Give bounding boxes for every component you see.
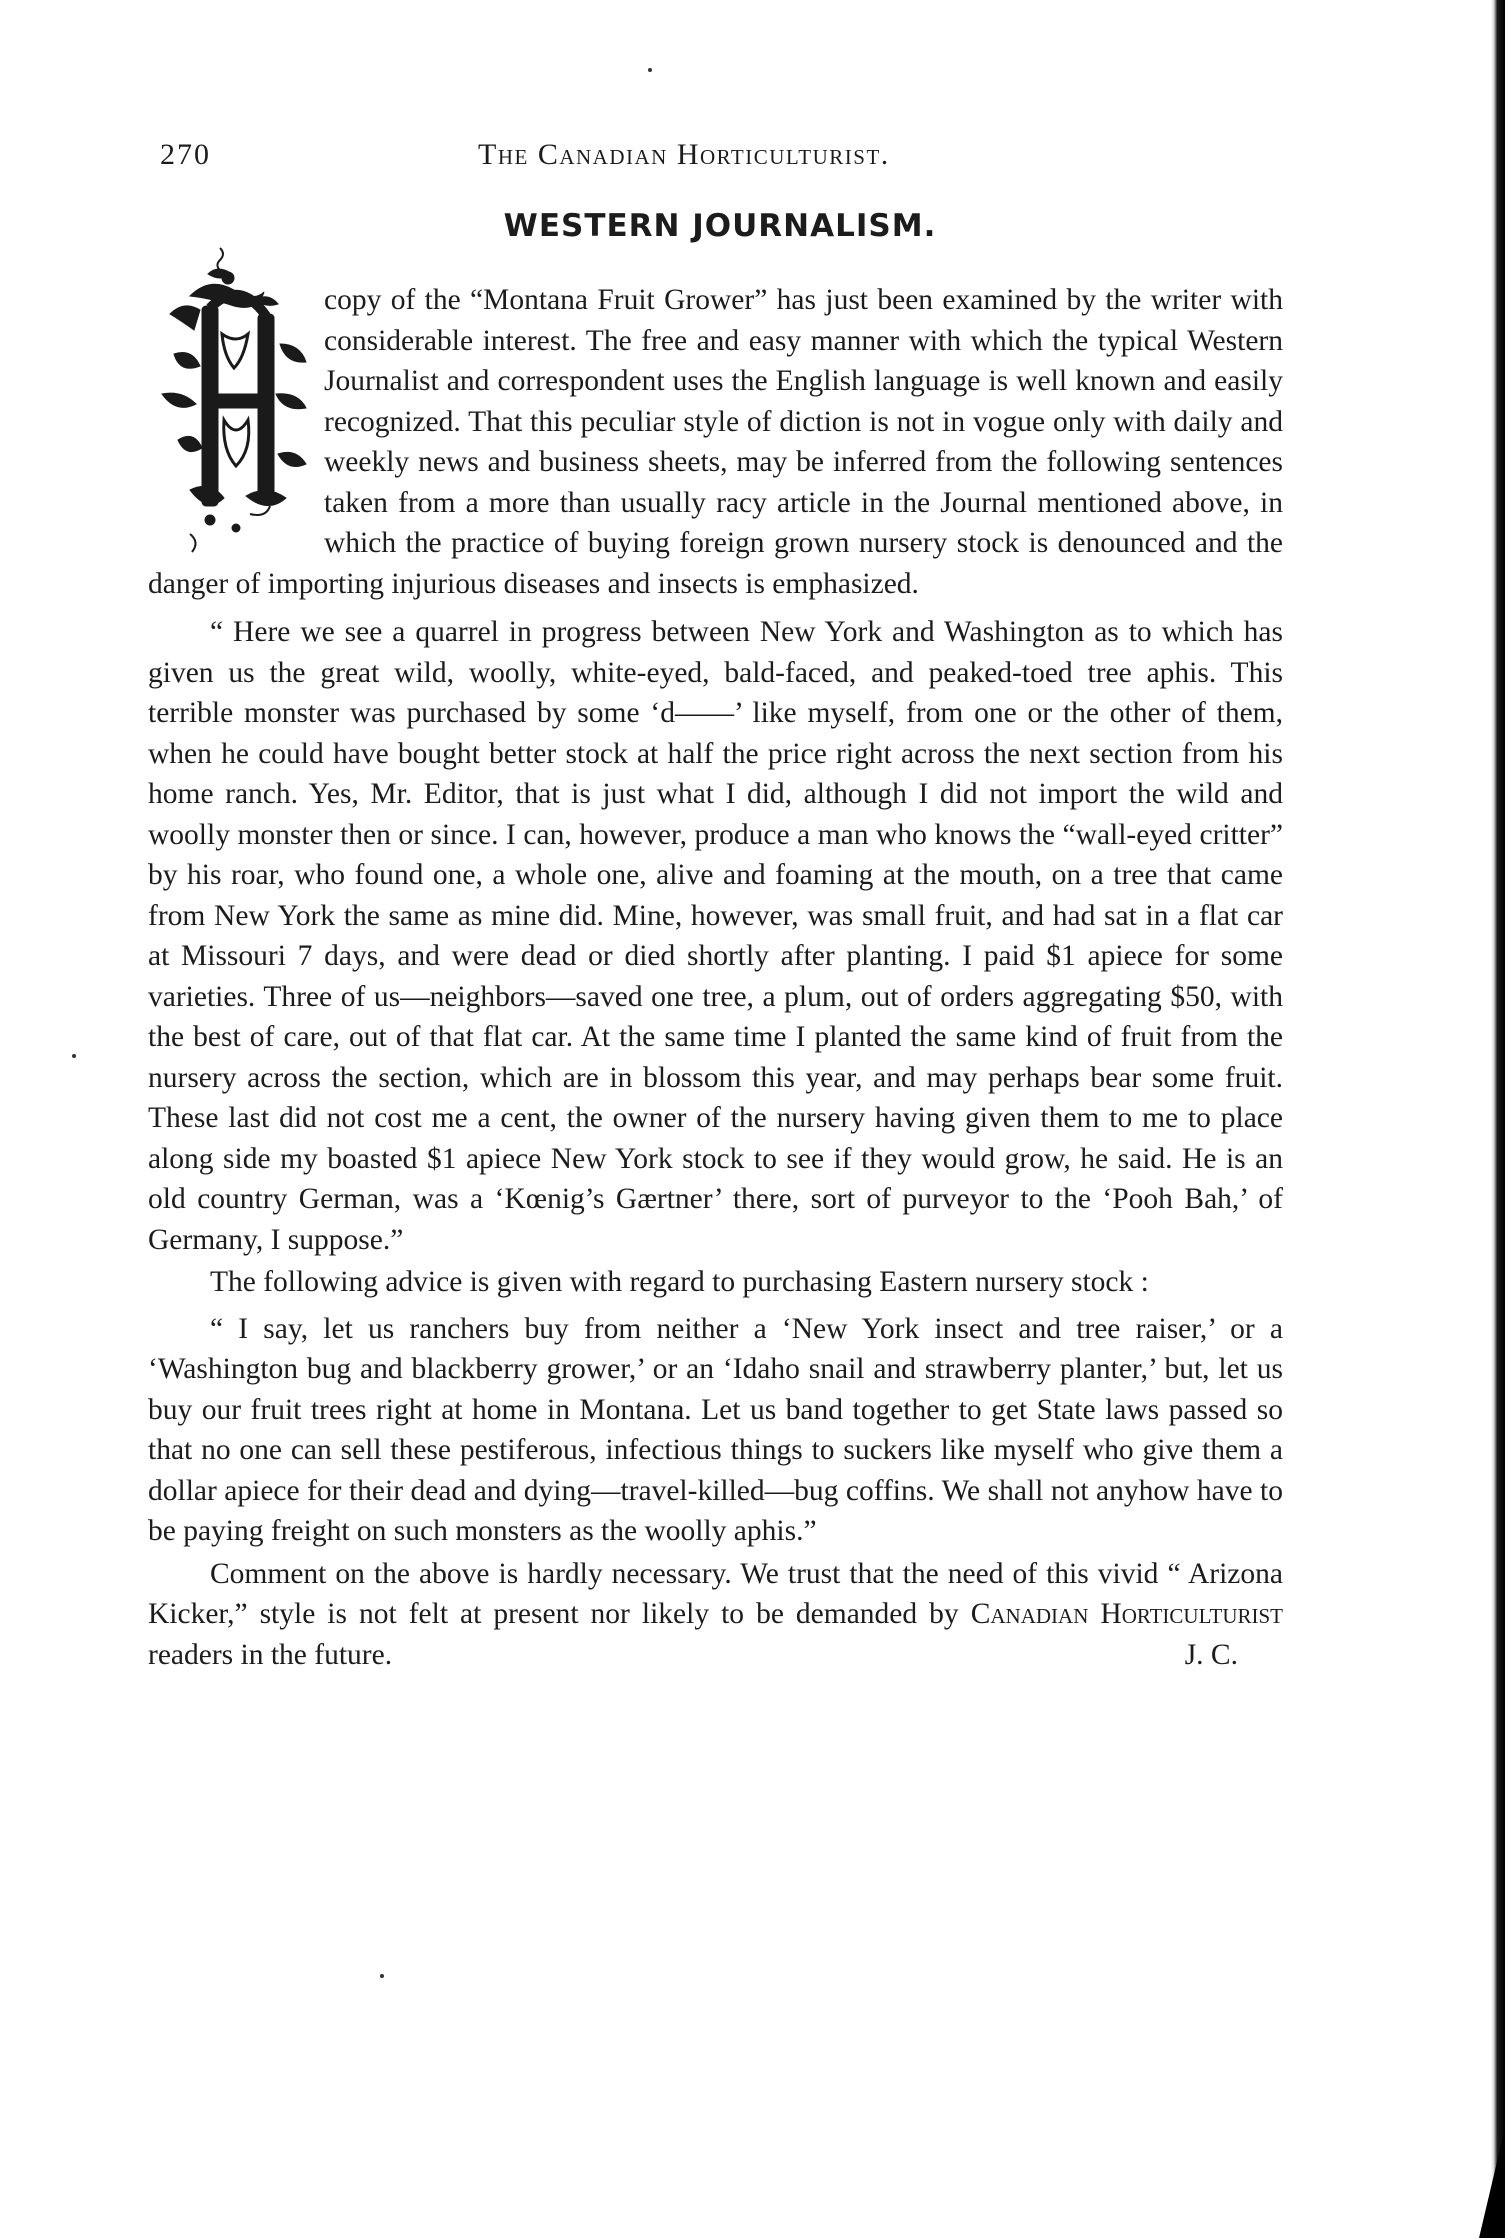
comment-text: Comment on the above is hardly necessary. We trust that the need of this vivid “ Arizona Kicker,” style is not felt at present nor likely to be demanded by	[148, 1557, 1283, 1630]
page-number: 270	[160, 138, 211, 171]
article-body	[148, 280, 1283, 1675]
print-speck	[648, 68, 652, 72]
publication-name: Canadian Horticulturist	[970, 1598, 1283, 1630]
article-title: WESTERN JOURNALISM.	[503, 208, 937, 244]
advice-quote-paragraph: “ I say, let us ranchers buy from neither a ‘New York insect and tree raiser,’ or a ‘Washington bug and blackberry grower,’ or an ‘Idaho snail and strawberry planter,’ but, let us buy our fruit trees right at home in Montana. Let us band together to get State laws passed so that no one can sell these pestiferous, infectious things to suckers like myself who give them a dollar apiece for their dead and dying—travel-killed—bug coffins. We shall not anyhow have to be paying freight on such monsters as the woolly aphis.”	[148, 1312, 1283, 1547]
paragraph-intro-text: copy of the “Montana Fruit Grower” has just been examined by the writer with considerable interest. The free and easy manner with which the typical Western Journalist and correspondent uses the English language is well known and easily recognized. That this peculiar style of diction is not in vogue only with daily and weekly news and business sheets, may be inferred from the following sentences taken from a more than usually racy article in the Journal mentioned above, in which the practice of buying foreign grown nursery stock is denounced and the danger of importing injurious diseases and insects is emphasized.	[148, 284, 1283, 600]
comment-tail: readers in the future.	[148, 1638, 393, 1671]
print-speck	[380, 1974, 384, 1978]
comment-paragraph	[148, 1554, 1283, 1676]
quotation-paragraph: “ Here we see a quarrel in progress between New York and Washington as to which has given us the great wild, woolly, white-eyed, bald-faced, and peaked-toed tree aphis. This terrible monster was purchased by some ‘d——’ like myself, from one or the other of them, when he could have bought better stock at half the price right across the next section from his home ranch. Yes, Mr. Editor, that is just what I did, although I did not import the wild and woolly monster then or since. I can, however, produce a man who knows the “wall-eyed critter” by his roar, who found one, a whole one, alive and foaming at the mouth, on a tree that came from New York the same as mine did. Mine, however, was small fruit, and had sat in a flat car at Missouri 7 days, and were dead or died shortly after planting. I paid $1 apiece for some varieties. Three of us—neighbors—saved one tree, a plum, out of orders aggregating $50, with the best of care, out of that flat car. At the same time I planted the same kind of fruit from the nursery across the section, which are in blossom this year, and may perhaps bear some fruit. These last did not cost me a cent, the owner of the nursery having given them to me to place along side my boasted $1 apiece New York stock to see if they would grow, he said. He is an old country German, was a ‘Kœnig’s Gærtner’ there, sort of purveyor to the ‘Pooh Bah,’ of Germany, I suppose.”	[148, 616, 1283, 1256]
running-head: The Canadian Horticulturist.	[478, 138, 890, 171]
binding-edge	[1491, 0, 1505, 2238]
binding-shadow	[1479, 2128, 1505, 2238]
paragraph-intro	[148, 280, 1283, 604]
advice-intro-paragraph: The following advice is given with regard to purchasing Eastern nursery stock :	[210, 1266, 1149, 1298]
print-speck	[72, 1054, 76, 1058]
author-signature: J. C.	[1184, 1638, 1238, 1671]
